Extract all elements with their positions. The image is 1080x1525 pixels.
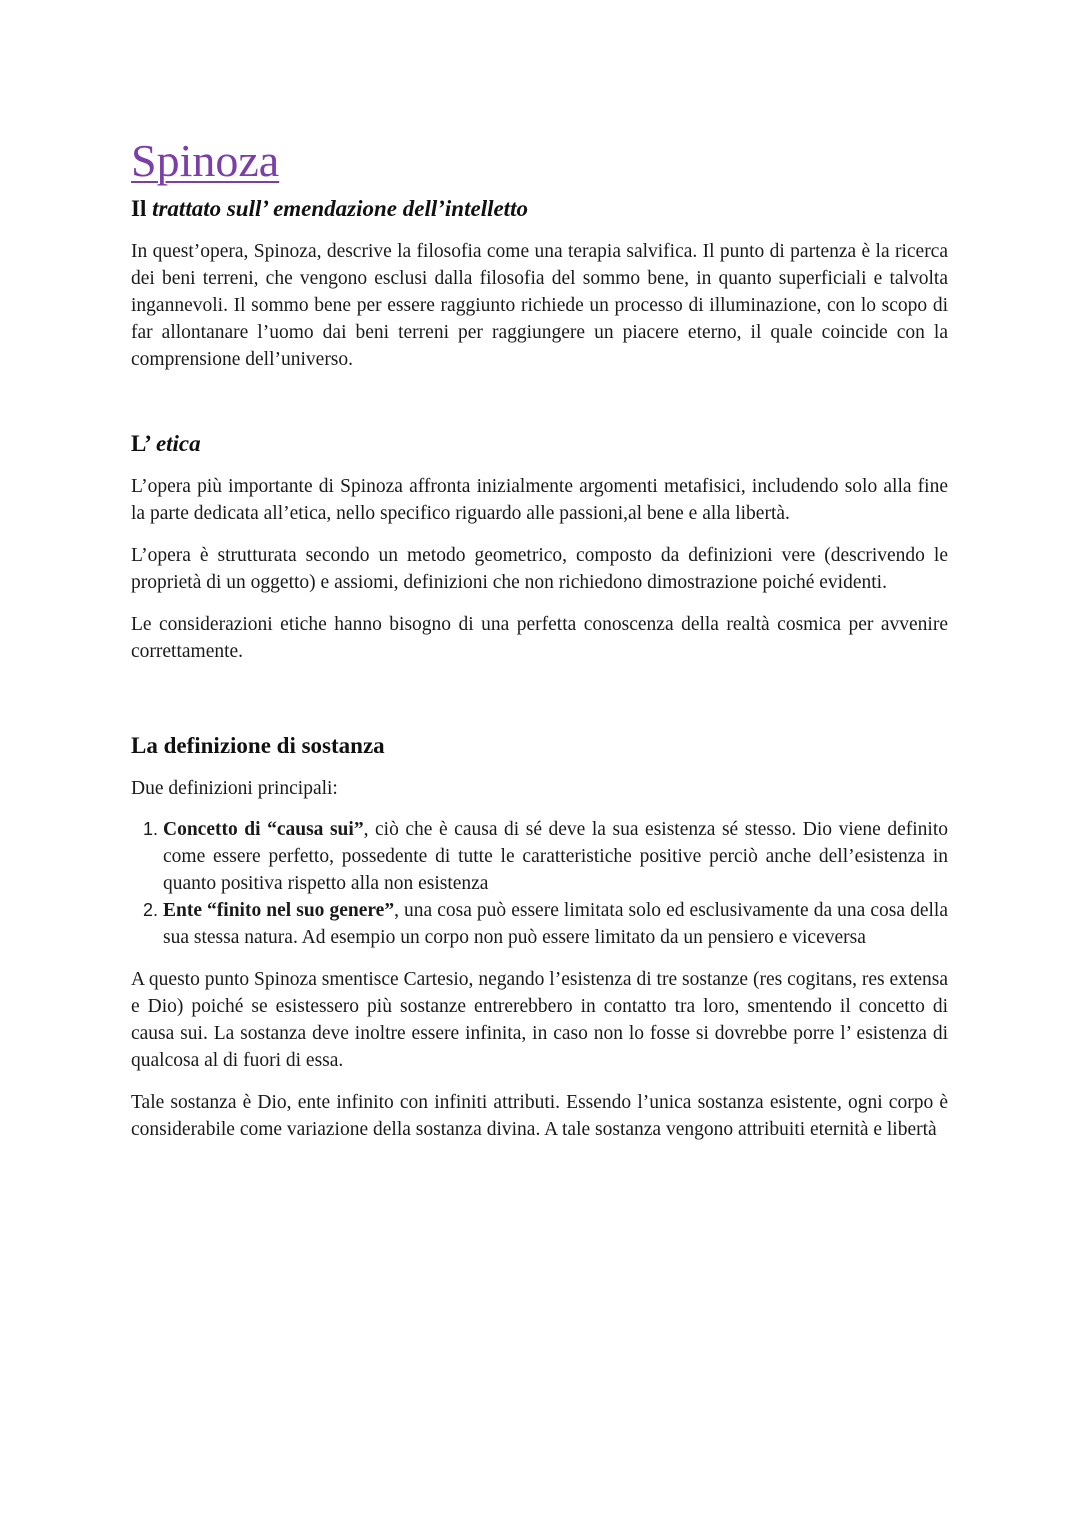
section-heading-etica [131, 429, 948, 459]
paragraph-intro: Due definizioni principali: [131, 778, 338, 799]
paragraph: Le considerazioni etiche hanno bisogno di una perfetta conoscenza della realtà cosmica per avvenire correttamente. [131, 614, 948, 662]
paragraph: L’opera è strutturata secondo un metodo geometrico, composto da definizioni vere (descrivendo le proprietà di un oggetto) e assiomi, definizioni che non richiedono dimostrazione poiché evidenti. [131, 545, 948, 593]
section-heading-sostanza: La definizione di sostanza [131, 733, 385, 758]
list-item [163, 897, 948, 951]
section-heading-italic: trattato sull’ emendazione dell’intelletto [152, 196, 528, 221]
section-heading-italic: etica [155, 431, 201, 456]
section-heading-prefix: Il [131, 196, 153, 221]
paragraph: In quest’opera, Spinoza, descrive la filosofia come una terapia salvifica. Il punto di partenza è la ricerca dei beni terreni, che vengono esclusi dalla filosofia del sommo bene, in quanto superficiali e talvolta ingannevoli. Il sommo bene per essere raggiunto richiede un processo di illuminazione, con lo scopo di far allontanare l’uomo dai beni terreni per raggiungere un piacere eterno, il quale coincide con la comprensione dell’universo. [131, 241, 948, 370]
paragraph: Tale sostanza è Dio, ente infinito con infiniti attributi. Essendo l’unica sostanza esistente, ogni corpo è considerabile come variazione della sostanza divina. A tale sostanza vengono attribuiti eternità e libertà [131, 1092, 948, 1140]
list-item [163, 816, 948, 897]
section-heading-prefix: L’ [131, 431, 156, 456]
definitions-list [131, 816, 948, 951]
document-title: Spinoza [131, 135, 280, 186]
list-item-bold: Concetto di “causa sui” [163, 819, 364, 840]
list-item-text: , una cosa può essere limitata solo ed esclusivamente da una cosa della sua stessa natura. Ad esempio un corpo non può essere limitato da un pensiero e viceversa [163, 900, 948, 948]
document-page [131, 134, 948, 1143]
list-item-bold: Ente “finito nel suo genere” [163, 900, 395, 921]
paragraph: L’opera più importante di Spinoza affronta inizialmente argomenti metafisici, includendo solo alla fine la parte dedicata all’etica, nello specifico riguardo alle passioni,al bene e alla libertà. [131, 476, 948, 524]
paragraph: A questo punto Spinoza smentisce Cartesio, negando l’esistenza di tre sostanze (res cogitans, res extensa e Dio) poiché se esistessero più sostanze entrerebbero in contatto tra loro, smentendo il concetto di causa sui. La sostanza deve inoltre essere infinita, in caso non lo fosse si dovrebbe porre l’ esistenza di qualcosa al di fuori di essa. [131, 969, 948, 1071]
section-heading-trattato [131, 194, 948, 224]
list-item-text: , ciò che è causa di sé deve la sua esistenza sé stesso. Dio viene definito come essere perfetto, possedente di tutte le caratteristiche positive perciò anche dell’esistenza in quanto positiva rispetto alla non esistenza [163, 819, 948, 894]
